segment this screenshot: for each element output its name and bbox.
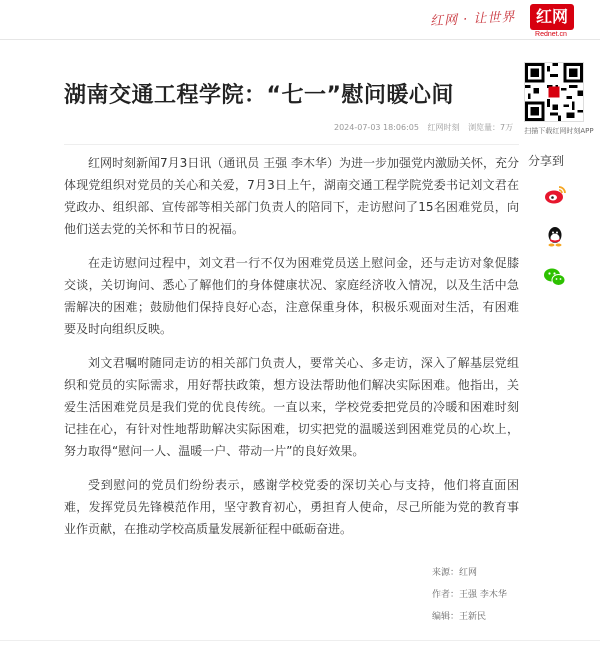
- article-body: [64, 152, 519, 552]
- publish-date: 2024-07-03 18:06:05: [334, 123, 419, 132]
- site-logo[interactable]: [526, 4, 576, 38]
- site-header: [0, 0, 600, 40]
- article-meta: [334, 122, 519, 133]
- share-wechat-button[interactable]: [540, 262, 570, 292]
- header-slogan: 红网 · 让世界: [429, 9, 516, 30]
- article-paragraph: 刘文君嘱咐随同走访的相关部门负责人，要常关心、多走访，深入了解基层党组织和党员的实际需求，用好帮扶政策，想方设法帮助他们解决实际困难。他指出，关爱生活困难党员是我们党的优良传统。一直以来，学校党委把党员的冷暖和困难时刻记挂在心，有针对性地帮助解决实际困难，切实把党的温暖送到困难党员的心坎上，努力取得“慰问一人、温暖一户、带动一片”的良好效果。: [64, 356, 519, 458]
- article-paragraph: 红网时刻新闻7月3日讯（通讯员 王强 李木华）为进一步加强党内激励关怀，充分体现党组织对党员的关心和关爱，7月3日上午，湖南交通工程学院党委书记刘文君在党政办、组织部、宣传部等相关部门负责人的陪同下，走访慰问了15名困难党员，向他们送去党的关怀和节日的祝福。: [64, 156, 519, 236]
- footer-divider: [0, 640, 600, 641]
- share-weibo-button[interactable]: [540, 180, 570, 210]
- qq-icon: [542, 224, 568, 250]
- article-credits: [432, 562, 532, 628]
- share-qq-button[interactable]: [540, 222, 570, 252]
- weibo-icon: [542, 182, 568, 208]
- wechat-icon: [542, 264, 568, 290]
- credit-source: 来源：红网: [432, 568, 478, 578]
- article-paragraph: 在走访慰问过程中，刘文君一行不仅为困难党员送上慰问金，还与走访对象促膝交谈，关切询问、悉心了解他们的身体健康状况、家庭经济收入情况，以及生活中急需解决的困难；鼓励他们保持良好心态，注意保重身体，积极乐观面对生活，有困难要及时向组织反映。: [64, 256, 519, 336]
- qr-caption: 扫描下载红网时刻APP: [524, 127, 594, 135]
- title-divider: [64, 144, 519, 145]
- credit-editor: 编辑：王新民: [432, 612, 487, 622]
- article-title: 湖南交通工程学院：“七一”慰问暖心间: [64, 83, 454, 108]
- logo-domain: Rednet.cn: [535, 31, 567, 38]
- credit-author: 作者：王强 李木华: [432, 590, 507, 600]
- app-qr-code: [524, 62, 584, 122]
- logo-mark: 红网: [530, 4, 574, 30]
- share-label: 分享到: [528, 154, 565, 168]
- article-paragraph: 受到慰问的党员们纷纷表示，感谢学校党委的深切关心与支持，他们将直面困难，发挥党员先锋模范作用，坚守教育初心，勇担育人使命，尽己所能为党的教育事业作贡献，在推动学校高质量发展新征程中砥砺奋进。: [64, 478, 519, 536]
- meta-source: 红网时刻: [427, 123, 460, 132]
- view-count: 浏览量：7万: [468, 123, 514, 132]
